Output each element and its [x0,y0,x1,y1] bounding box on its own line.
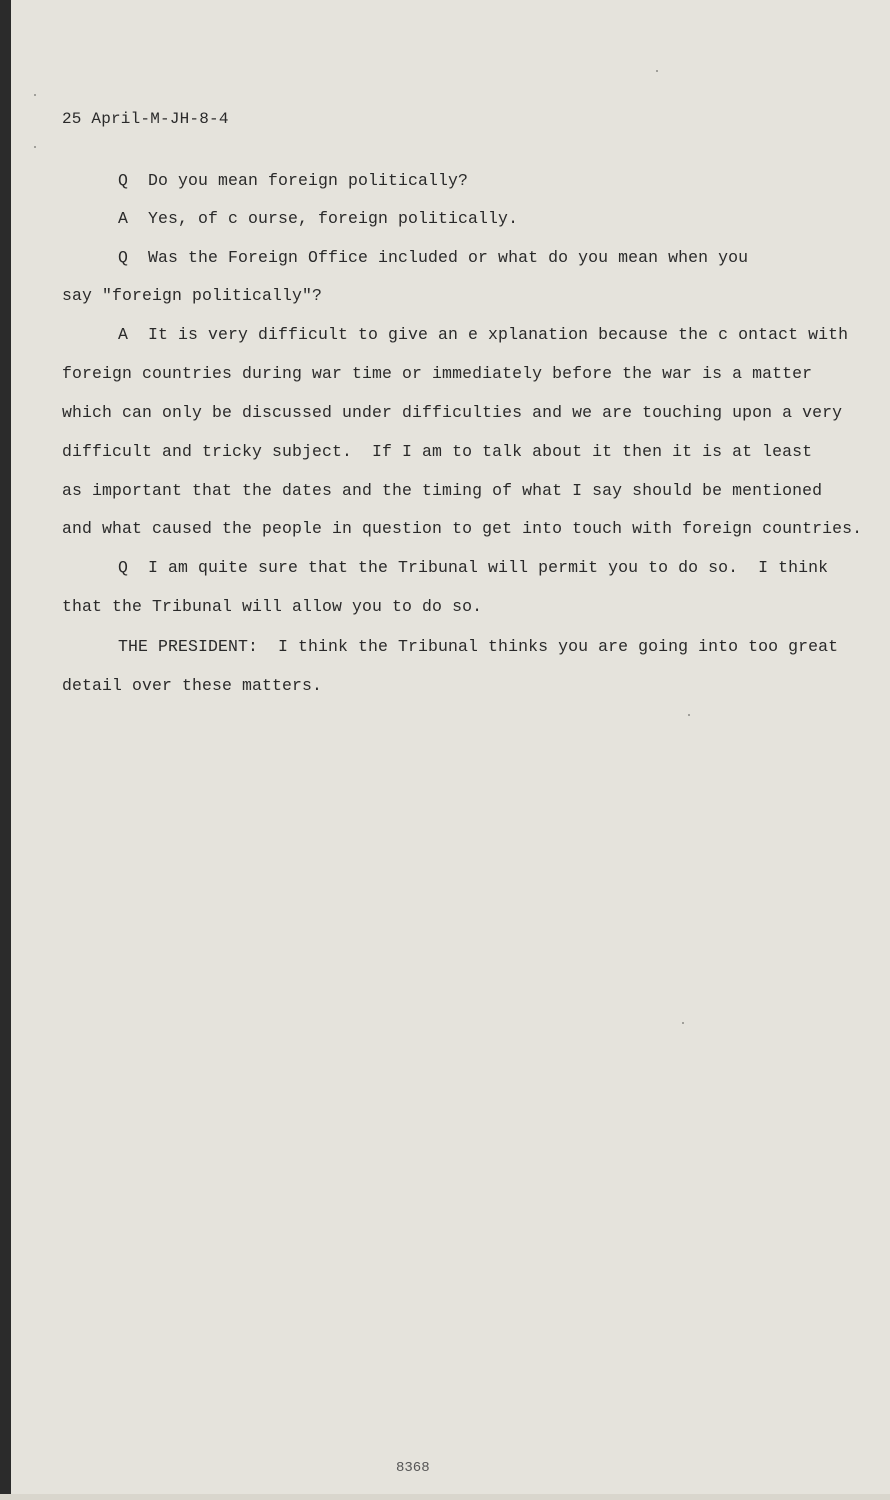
transcript-line: foreign countries during war time or immediately before the war is a matter [62,364,813,383]
paper-speck [656,70,658,72]
transcript-line: and what caused the people in question to get into touch with foreign countries. [62,519,863,538]
paper-speck [34,94,36,96]
transcript-line: as important that the dates and the timing of what I say should be mentioned [62,481,823,500]
document-header: 25 April-M-JH-8-4 [62,110,229,128]
transcript-line: Q Was the Foreign Office included or what do you mean when you [118,248,749,267]
paper-speck [688,714,690,716]
transcript-line: which can only be discussed under difficulties and we are touching upon a very [62,403,843,422]
page-number: 8368 [396,1460,430,1476]
transcript-line: THE PRESIDENT: I think the Tribunal thinks you are going into too great [118,637,839,656]
transcript-line: that the Tribunal will allow you to do so. [62,597,483,616]
paper-speck [682,1022,684,1024]
transcript-line: A It is very difficult to give an e xplanation because the c ontact with [118,325,849,344]
transcript-line: Q I am quite sure that the Tribunal will permit you to do so. I think [118,558,829,577]
transcript-line: detail over these matters. [62,676,323,695]
transcript-line: A Yes, of c ourse, foreign politically. [118,209,519,228]
paper-speck [34,146,36,148]
transcript-line: say "foreign politically"? [62,286,323,305]
transcript-line: difficult and tricky subject. If I am to talk about it then it is at least [62,442,813,461]
transcript-line: Q Do you mean foreign politically? [118,171,469,190]
scan-bottom-edge [0,1494,890,1500]
scan-left-edge [0,0,11,1500]
